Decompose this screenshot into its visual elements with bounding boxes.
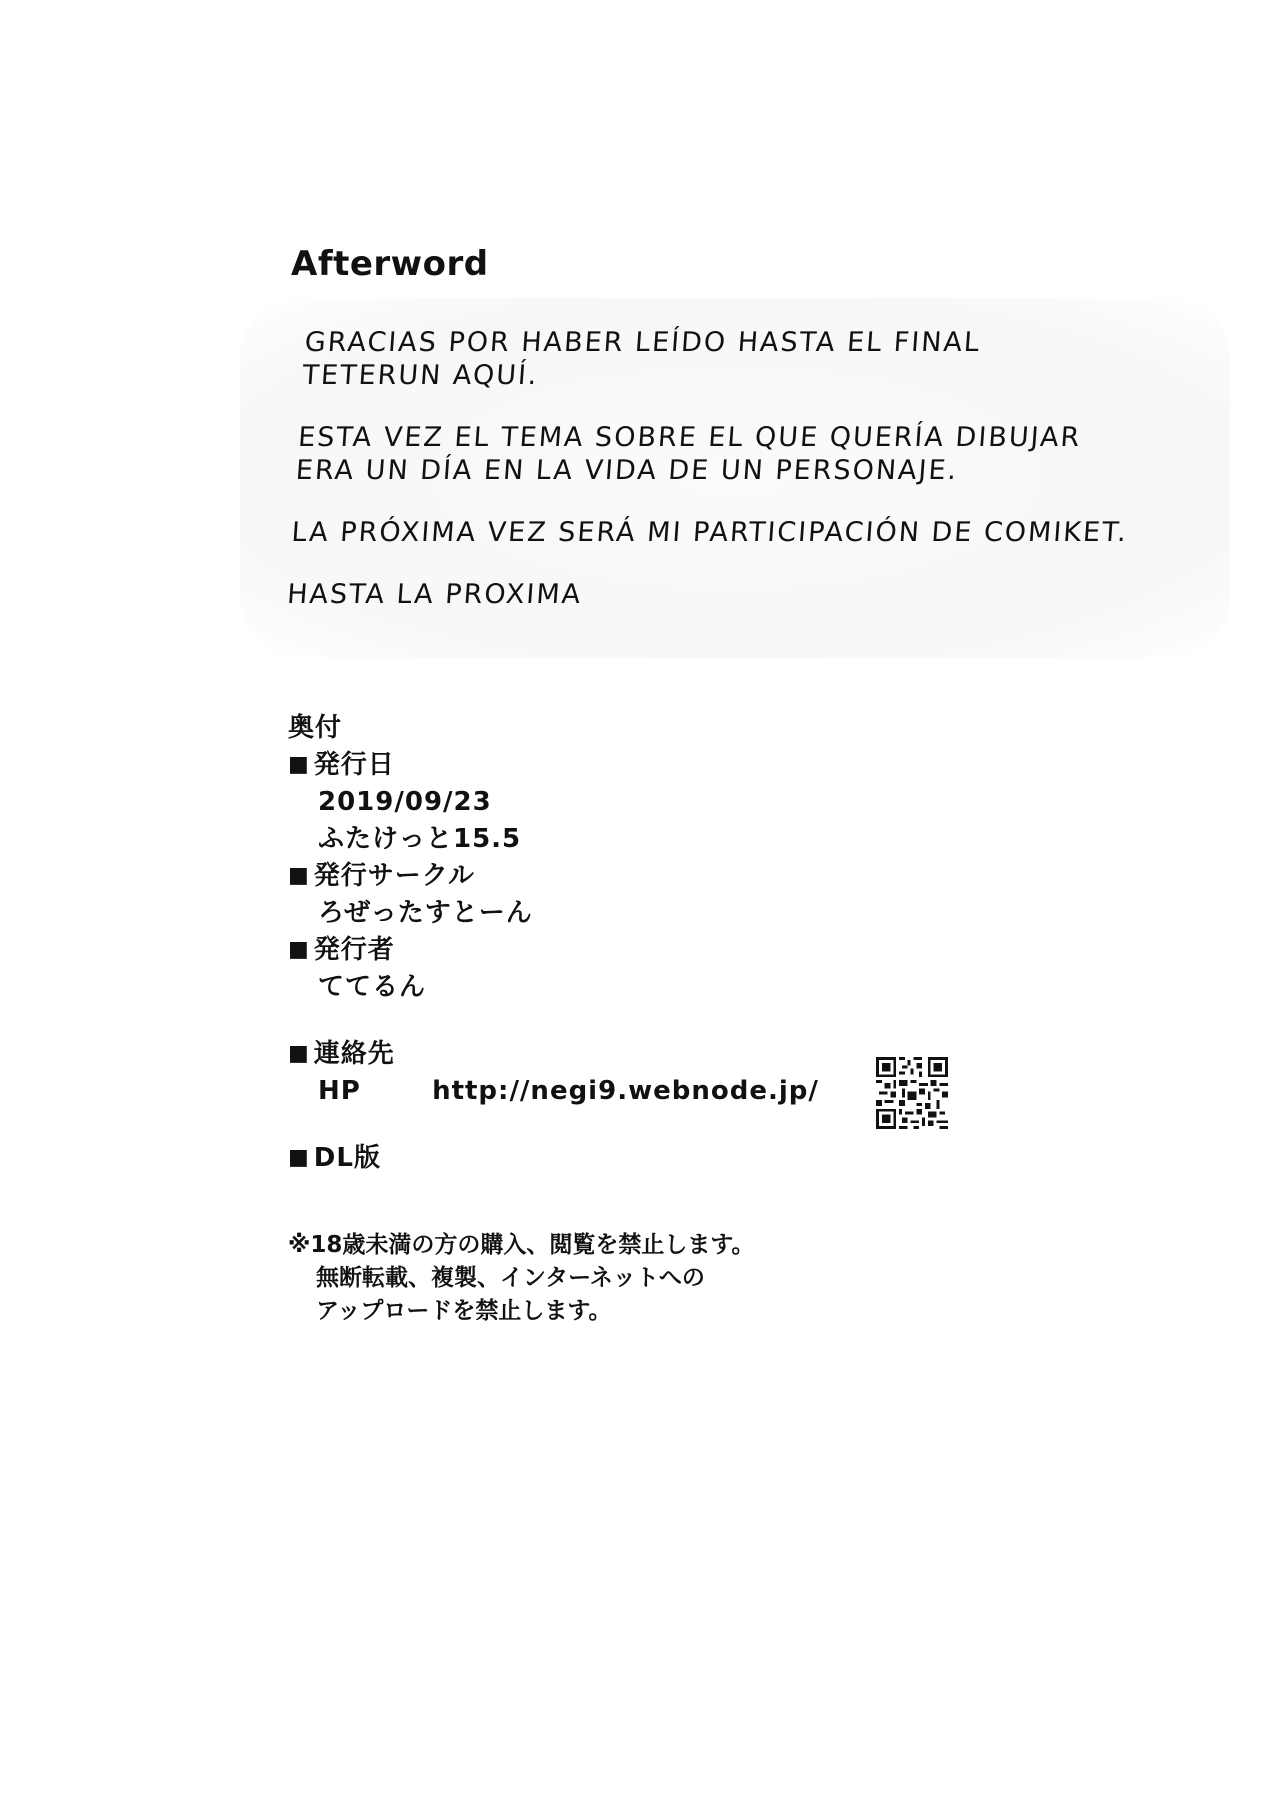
- note-line: ※18歳未満の方の購入、閲覧を禁止します。: [288, 1232, 755, 1258]
- contact-label: 連絡先: [313, 1039, 395, 1069]
- afterword-line: ESTA VEZ EL TEMA SOBRE EL QUE QUERÍA DIBUJAR: [297, 422, 1083, 453]
- issue-date: 2019/09/23: [318, 787, 492, 817]
- spacer: [288, 1006, 819, 1036]
- page-title: Afterword: [291, 244, 489, 284]
- note-line: 無断転載、複製、インターネットへの: [316, 1265, 705, 1291]
- afterword-line: TETERUN AQUÍ.: [301, 360, 540, 391]
- afterword-line: HASTA LA PROXIMA: [286, 579, 584, 610]
- bullet-square-icon: ■: [288, 863, 310, 888]
- publisher-label: 発行者: [313, 935, 395, 965]
- bullet-square-icon: ■: [288, 937, 310, 962]
- circle-name: ろぜったすとーん: [318, 898, 533, 928]
- event-name: ふたけっと15.5: [318, 824, 522, 854]
- afterword-line: LA PRÓXIMA VEZ SERÁ MI PARTICIPACIÓN DE COMIKET.: [290, 517, 1130, 548]
- circle-label: 発行サークル: [313, 861, 476, 891]
- afterword-paragraph-4: [286, 578, 1125, 611]
- bullet-square-icon: ■: [288, 1145, 310, 1170]
- circle-label-row: [288, 858, 819, 895]
- afterword-paragraph-2: [295, 421, 1136, 487]
- afterword-line: GRACIAS POR HABER LEÍDO HASTA EL FINAL: [303, 327, 983, 358]
- afterword-text: [284, 326, 1142, 640]
- spacer: [288, 1110, 819, 1140]
- dl-label: DL版: [313, 1143, 381, 1173]
- bullet-square-icon: ■: [288, 752, 310, 777]
- hp-label: HP: [318, 1076, 361, 1106]
- contact-hp-row: [288, 1073, 819, 1110]
- hp-url-link[interactable]: http://negi9.webnode.jp/: [432, 1076, 819, 1106]
- afterword-line: ERA UN DÍA EN LA VIDA DE UN PERSONAJE.: [294, 455, 960, 486]
- colophon: [288, 710, 819, 1177]
- bullet-square-icon: ■: [288, 1041, 310, 1066]
- issue-date-label: 発行日: [313, 750, 395, 780]
- qr-code-icon: [876, 1057, 948, 1129]
- contact-label-row: [288, 1036, 819, 1073]
- publisher-name: ててるん: [318, 972, 427, 1002]
- afterword-paragraph-1: [301, 326, 1142, 392]
- dl-label-row: [288, 1140, 819, 1177]
- colophon-heading: 奥付: [288, 713, 343, 743]
- note-line: アップロードを禁止します。: [316, 1298, 612, 1324]
- issue-date-label-row: [288, 747, 819, 784]
- publisher-label-row: [288, 932, 819, 969]
- afterword-paragraph-3: [290, 516, 1129, 549]
- notes: [288, 1229, 755, 1328]
